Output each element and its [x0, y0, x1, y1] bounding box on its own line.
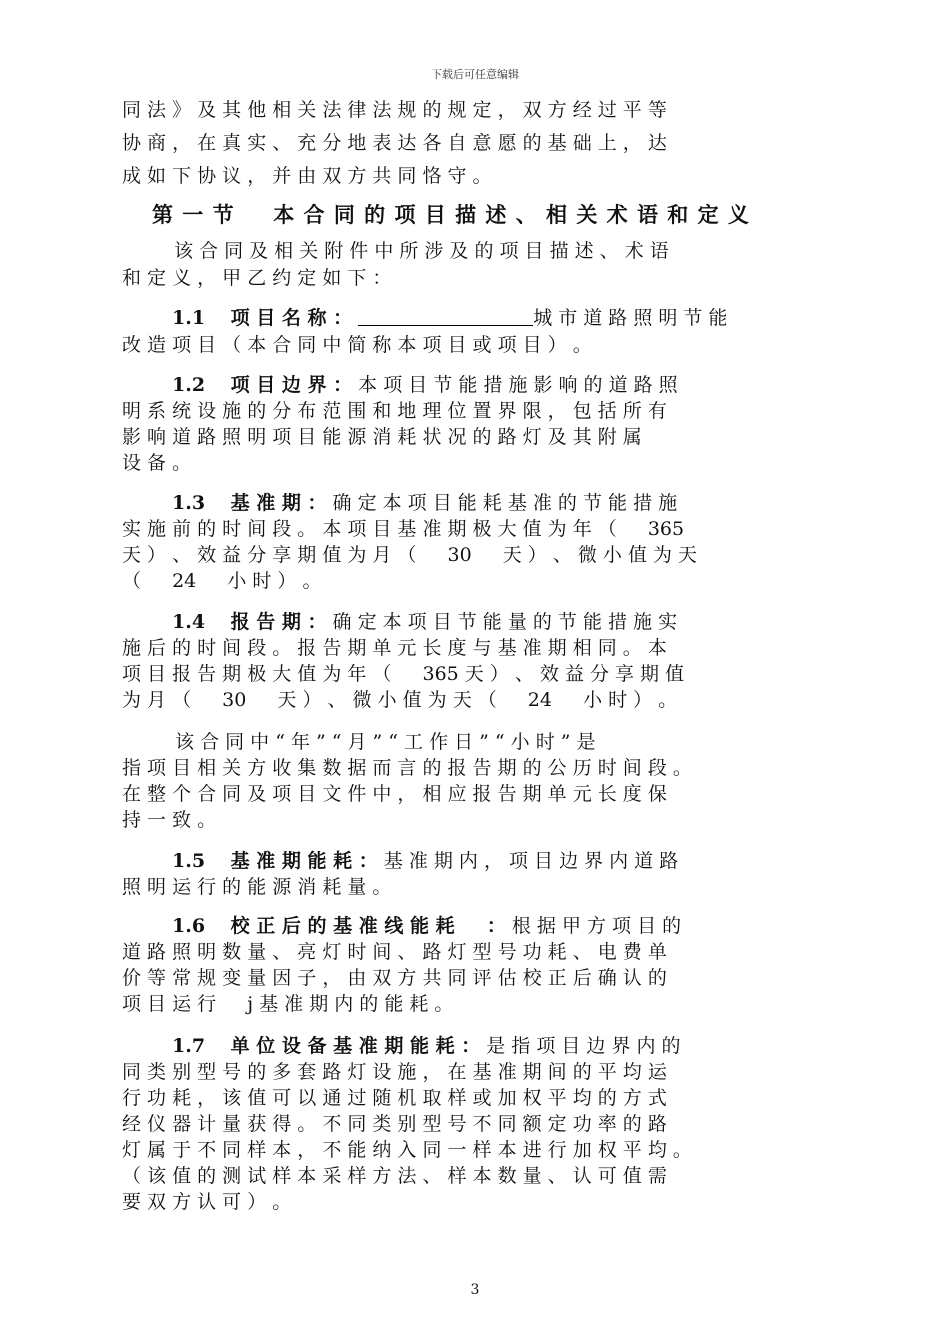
- body-line: 项 目 运 行 j 基 准 期 内 的 能 耗 。: [122, 993, 454, 1015]
- item-label: 1.4 报 告 期 ：: [172, 611, 327, 633]
- body-line: （ 24 小 时 ） 。: [122, 570, 322, 592]
- item-label: 1.7 单 位 设 备 基 准 期 能 耗 ：: [172, 1035, 481, 1057]
- body-line: 项 目 报 告 期 极 大 值 为 年 （ 365 天 ） 、 效 益 分 享 期 值: [122, 663, 685, 685]
- item-text: 基 准 期 内 ， 项 目 边 界 内 道 路: [377, 850, 679, 872]
- body-line: 灯 属 于 不 同 样 本 ， 不 能 纳 入 同 一 样 本 进 行 加 权 平 均 。: [122, 1139, 692, 1161]
- body-line: 要 双 方 认 可 ） 。: [122, 1191, 292, 1213]
- body-line: 改 造 项 目 （ 本 合 同 中 简 称 本 项 目 或 项 目 ） 。: [122, 334, 592, 356]
- item-1-3: [172, 490, 902, 516]
- item-label: 1.2 项 目 边 界 ：: [172, 374, 353, 396]
- item-1-5: [172, 848, 902, 874]
- body-line: 施 后 的 时 间 段 。 报 告 期 单 元 长 度 与 基 准 期 相 同 。 本: [122, 637, 667, 659]
- body-line: 天 ） 、 效 益 分 享 期 值 为 月 （ 30 天 ） 、 微 小 值 为 天: [122, 544, 698, 566]
- body-line: 经 仪 器 计 量 获 得 。 不 同 类 别 型 号 不 同 额 定 功 率 的 路: [122, 1113, 667, 1135]
- body-line: 同 类 别 型 号 的 多 套 路 灯 设 施 ， 在 基 准 期 间 的 平 均 运: [122, 1061, 667, 1083]
- body-line: 实 施 前 的 时 间 段 。 本 项 目 基 准 期 极 大 值 为 年 （ 365: [122, 518, 685, 540]
- body-line: 该 合 同 中 “ 年 ” “ 月 ” “ 工 作 日 ” “ 小 时 ” 是: [150, 731, 596, 753]
- body-line: （ 该 值 的 测 试 样 本 采 样 方 法 、 样 本 数 量 、 认 可 值 需: [122, 1165, 667, 1187]
- body-line: 协 商 ， 在 真 实 、 充 分 地 表 达 各 自 意 愿 的 基 础 上 ， 达: [122, 132, 667, 154]
- body-line: 同 法 》 及 其 他 相 关 法 律 法 规 的 规 定 ， 双 方 经 过 平 等: [122, 99, 667, 121]
- item-1-6: [172, 913, 902, 939]
- item-1-2: [172, 372, 902, 398]
- item-text: 确 定 本 项 目 节 能 量 的 节 能 措 施 实: [326, 611, 678, 633]
- body-line: 为 月 （ 30 天 ） 、 微 小 值 为 天 （ 24 小 时 ） 。: [122, 689, 678, 711]
- item-text: 根 据 甲 方 项 目 的: [505, 915, 682, 937]
- item-1-7: [172, 1033, 902, 1059]
- item-label: 1.6 校 正 后 的 基 准 线 能 耗 ：: [172, 915, 506, 937]
- body-line: 照 明 运 行 的 能 源 消 耗 量 。: [122, 876, 392, 898]
- body-line: 明 系 统 设 施 的 分 布 范 围 和 地 理 位 置 界 限 ， 包 括 所 有: [122, 400, 667, 422]
- item-label: 1.1 项 目 名 称 ：: [172, 307, 353, 329]
- body-line: 持 一 致 。: [122, 809, 217, 831]
- section-title: 第 一 节 本 合 同 的 项 目 描 述 、 相 关 术 语 和 定 义: [152, 202, 750, 227]
- page-number: 3: [470, 1282, 480, 1298]
- body-line: 影 响 道 路 照 明 项 目 能 源 消 耗 状 况 的 路 灯 及 其 附 属: [122, 426, 642, 448]
- body-line: 价 等 常 规 变 量 因 子 ， 由 双 方 共 同 评 估 校 正 后 确 认 的: [122, 967, 667, 989]
- body-line: 行 功 耗 ， 该 值 可 以 通 过 随 机 取 样 或 加 权 平 均 的 方 式: [122, 1087, 667, 1109]
- body-line: 指 项 目 相 关 方 收 集 数 据 而 言 的 报 告 期 的 公 历 时 间 段 。: [122, 757, 692, 779]
- body-line: 道 路 照 明 数 量 、 亮 灯 时 间 、 路 灯 型 号 功 耗 、 电 费 单: [122, 941, 667, 963]
- body-line: 和 定 义 ， 甲 乙 约 定 如 下 ：: [122, 267, 392, 289]
- item-text: 确 定 本 项 目 能 耗 基 准 的 节 能 措 施: [326, 492, 678, 514]
- blank-underline: [358, 305, 533, 326]
- header-note: 下载后可任意编辑: [431, 68, 519, 81]
- body-line: 成 如 下 协 议 ， 并 由 双 方 共 同 恪 守 。: [122, 165, 492, 187]
- item-1-4: [172, 609, 902, 635]
- item-label: 1.5 基 准 期 能 耗 ：: [172, 850, 378, 872]
- item-text: 本 项 目 节 能 措 施 影 响 的 道 路 照: [352, 374, 678, 396]
- item-text: 是 指 项 目 边 界 内 的: [480, 1035, 681, 1057]
- body-line: 在 整 个 合 同 及 项 目 文 件 中 ， 相 应 报 告 期 单 元 长 度 保: [122, 783, 667, 805]
- item-1-1: [172, 305, 902, 331]
- body-line: 设 备 。: [122, 452, 192, 474]
- item-label: 1.3 基 准 期 ：: [172, 492, 327, 514]
- body-line: 该 合 同 及 相 关 附 件 中 所 涉 及 的 项 目 描 述 、 术 语: [174, 240, 669, 262]
- item-text: 城 市 道 路 照 明 节 能: [533, 307, 728, 329]
